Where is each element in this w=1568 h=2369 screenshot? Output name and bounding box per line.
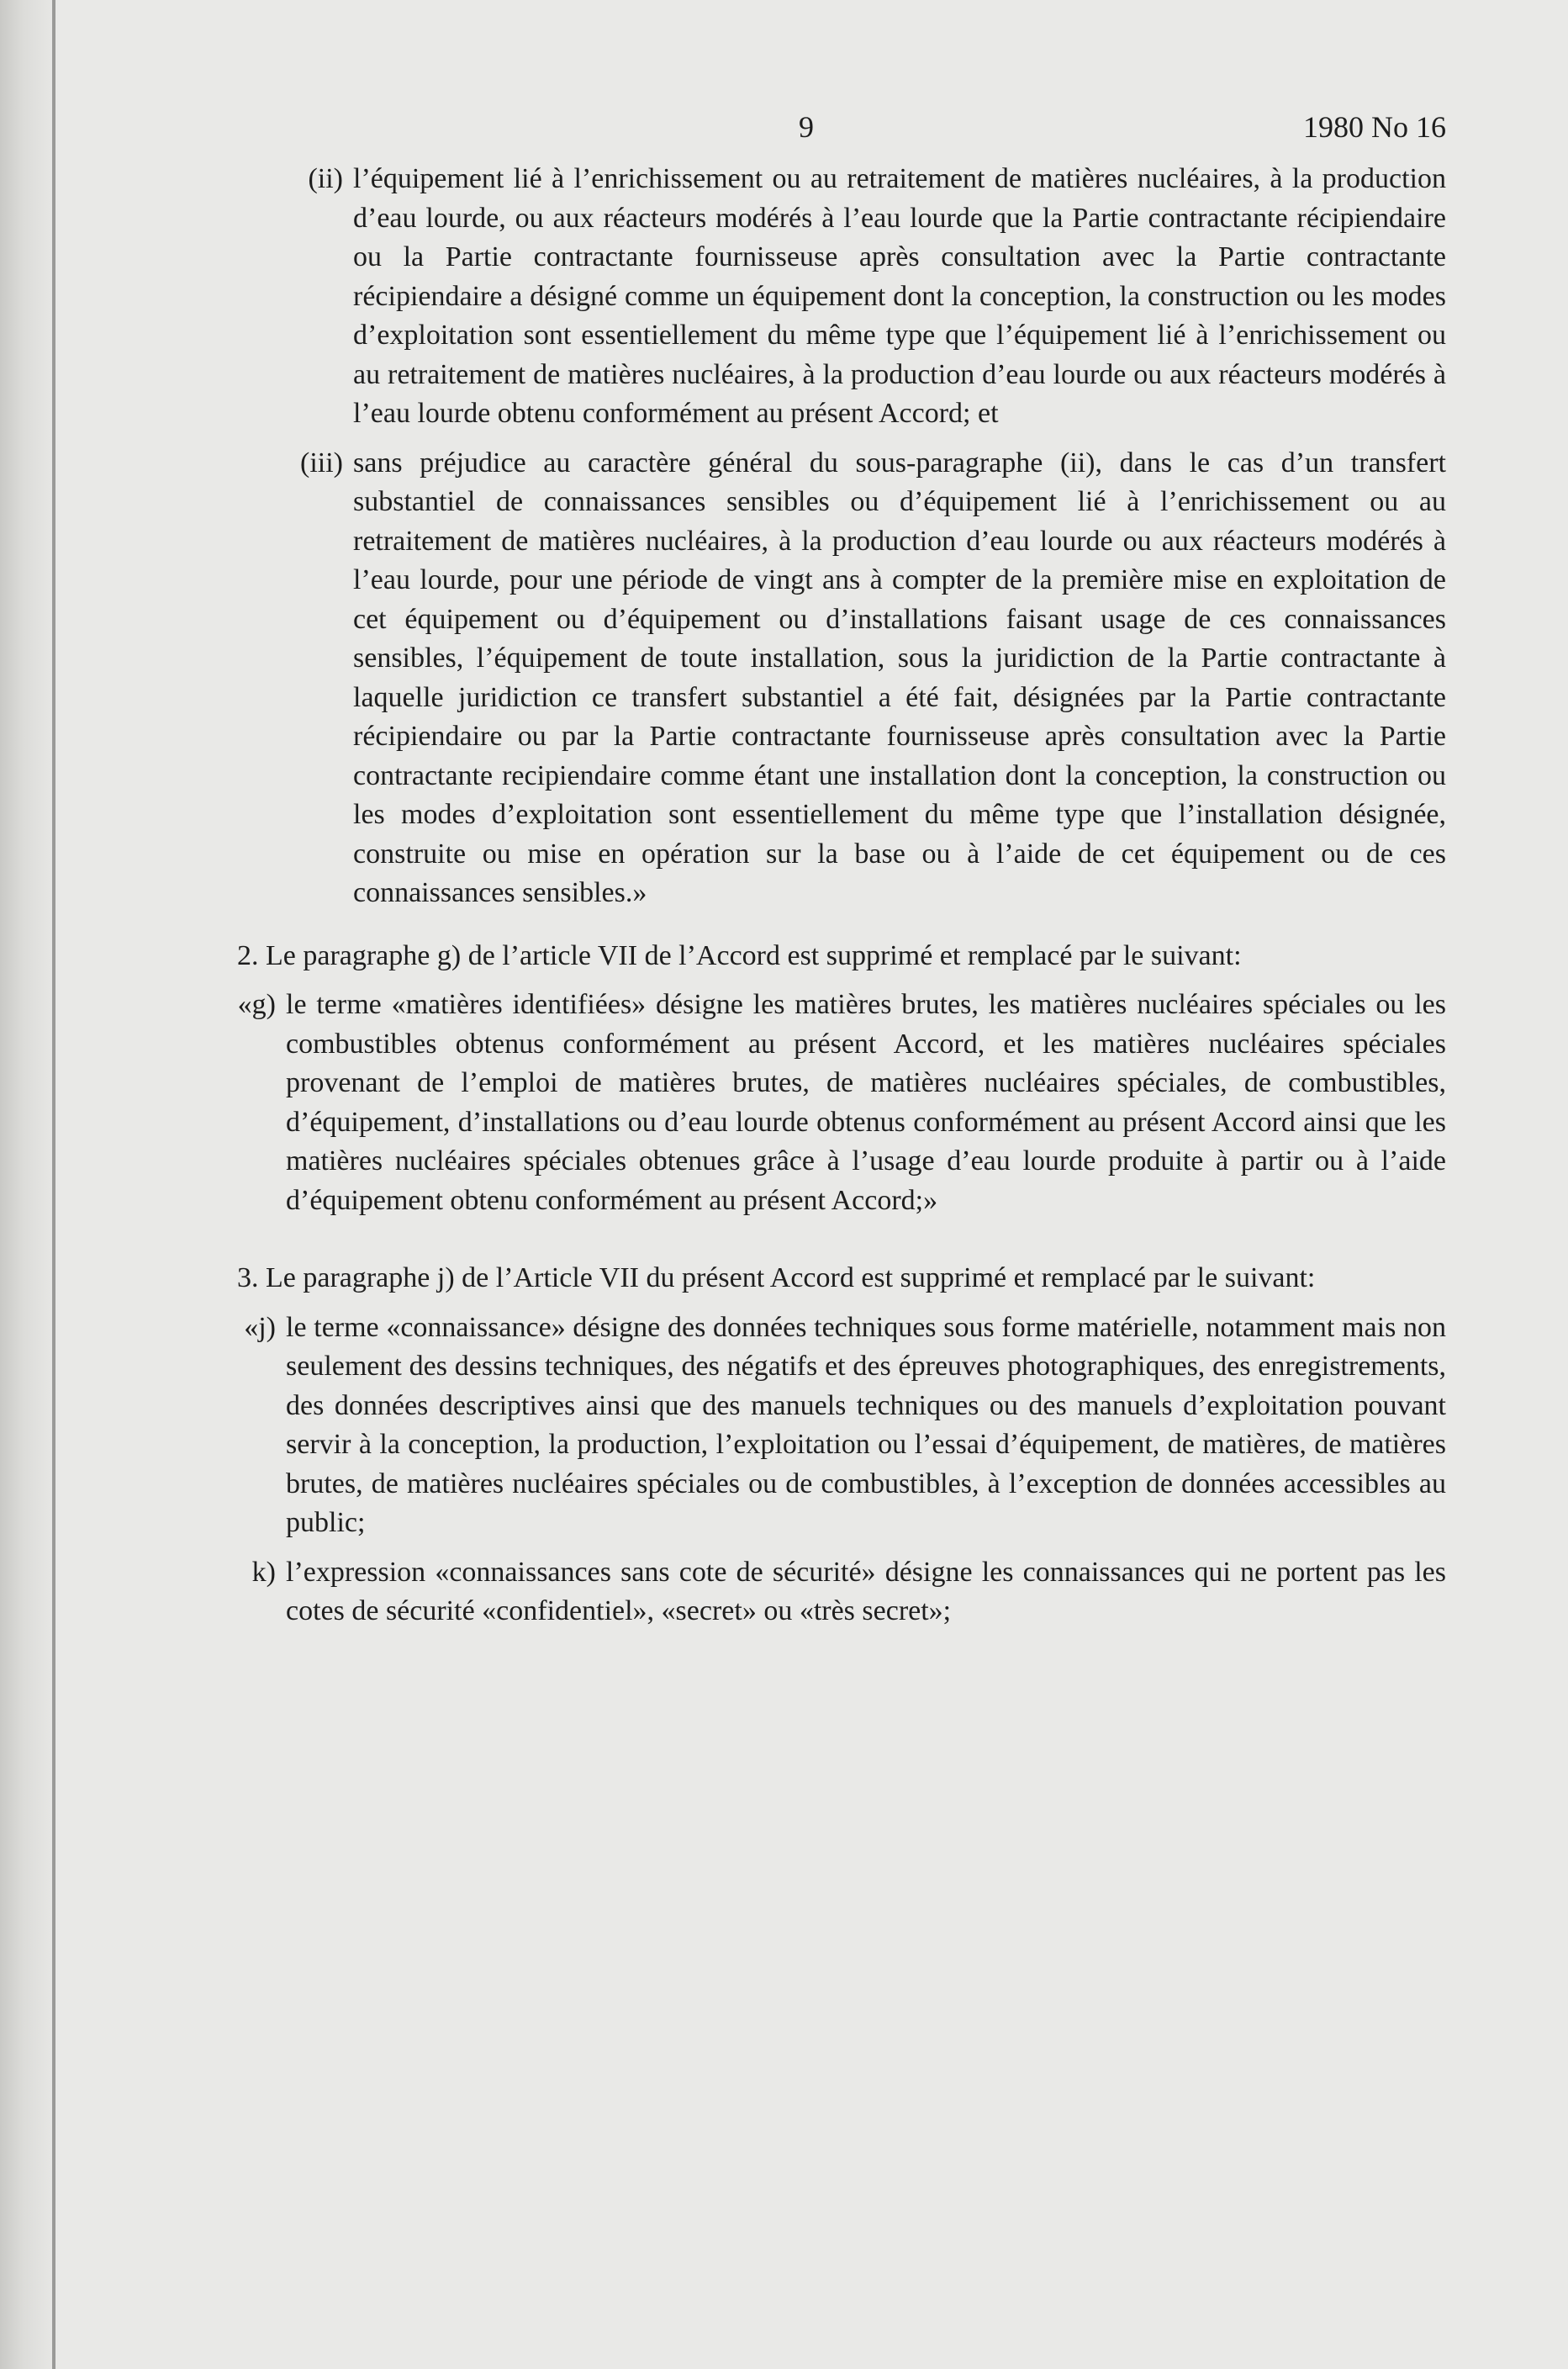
definition-k (160, 1553, 1446, 1631)
definition-j (160, 1309, 1446, 1543)
binding-line (52, 0, 55, 2369)
definition-text: l’expression «connaissances sans cote de sécurité» désigne les connaissances qui ne portent pas les cotes de sécurité «confidentiel», «secret» ou «très secret»; (286, 1556, 1446, 1626)
page-header (160, 109, 1446, 160)
definition-label: «g) (237, 989, 276, 1020)
item-text: l’équipement lié à l’enrichissement ou au retraitement de matières nucléaires, à la production d’eau lourde, ou aux réacteurs modérés à l’eau lourde que la Partie contractante récipiendaire ou la Partie contractante fournisseuse après consultation avec la Partie contractante récipiendaire a désigné comme un équipement dont la conception, la construction ou les modes d’exploitation sont essentiellement du même type que l’équipement lié à l’enrichissement ou au retraitement de matières nucléaires, à la production d’eau lourde ou aux réacteurs modérés à l’eau lourde obtenu conformément au présent Accord; et (353, 163, 1446, 429)
page-number: 9 (799, 110, 814, 144)
paragraph-2: 2. Le paragraphe g) de l’article VII de l’Accord est supprimé et remplacé par le suivant: (237, 939, 1242, 971)
definition-text: le terme «matières identifiées» désigne les matières brutes, les matières nucléaires spéciales ou les combustibles obtenus conformément au présent Accord, et les matières nucléaires spéciales provenant de l’emploi de matières brutes, de matières nucléaires spéciales, de combustibles, d’équipement, d’installations ou d’eau lourde obtenus conformément au présent Accord ainsi que les matières nucléaires spéciales obtenues grâce à l’usage d’eau lourde produite à partir ou à l’aide d’équipement obtenu conformément au présent Accord;» (286, 989, 1446, 1216)
item-text: sans préjudice au caractère général du sous-paragraphe (ii), dans le cas d’un transfert substantiel de connaissances sensibles ou d’équipement lié à l’enrichissement ou au retraitement de matières nucléaires, à la production d’eau lourde ou aux réacteurs modérés à l’eau lourde, pour une période de vingt ans à compter de la première mise en exploitation de cet équipement ou d’équipement ou d’installations faisant usage de ces connaissances sensibles, l’équipement de toute installation, sous la juridiction de la Partie contractante à laquelle juridiction ce transfert substantiel a été fait, désignées par la Partie contractante récipiendaire ou par la Partie contractante fournisseuse après consultation avec la Partie contractante recipiendaire comme étant une installation dont la conception, la construction ou les modes d’exploitation sont essentiellement du même type que l’installation désignée, construite ou mise en opération sur la base ou à l’aide de cet équipement ou de ces connaissances sensibles.» (353, 447, 1446, 908)
definition-text: le terme «connaissance» désigne des données techniques sous forme matérielle, notamment mais non seulement des dessins techniques, des négatifs et des épreuves photographiques, des enregistrements, des données descriptives ainsi que des manuels techniques ou des manuels d’exploitation pouvant servir à la conception, la production, l’exploitation ou l’essai d’équipement, de matières, de matières brutes, de matières nucléaires spéciales ou de combustibles, à l’exception de données accessibles au public; (286, 1311, 1446, 1538)
subparagraph-ii (160, 160, 1446, 434)
page-edge-shadow (0, 0, 59, 2369)
item-label: (iii) (300, 447, 343, 479)
definition-label: «j) (244, 1311, 276, 1343)
subparagraph-iii (160, 444, 1446, 913)
definition-g (160, 986, 1446, 1220)
document-reference: 1980 No 16 (1303, 110, 1446, 144)
document-page (160, 109, 1446, 1642)
item-label: (ii) (308, 163, 343, 194)
definition-label: k) (251, 1556, 276, 1588)
paragraph-3: 3. Le paragraphe j) de l’Article VII du présent Accord est supprimé et remplacé par le suivant: (237, 1262, 1316, 1293)
